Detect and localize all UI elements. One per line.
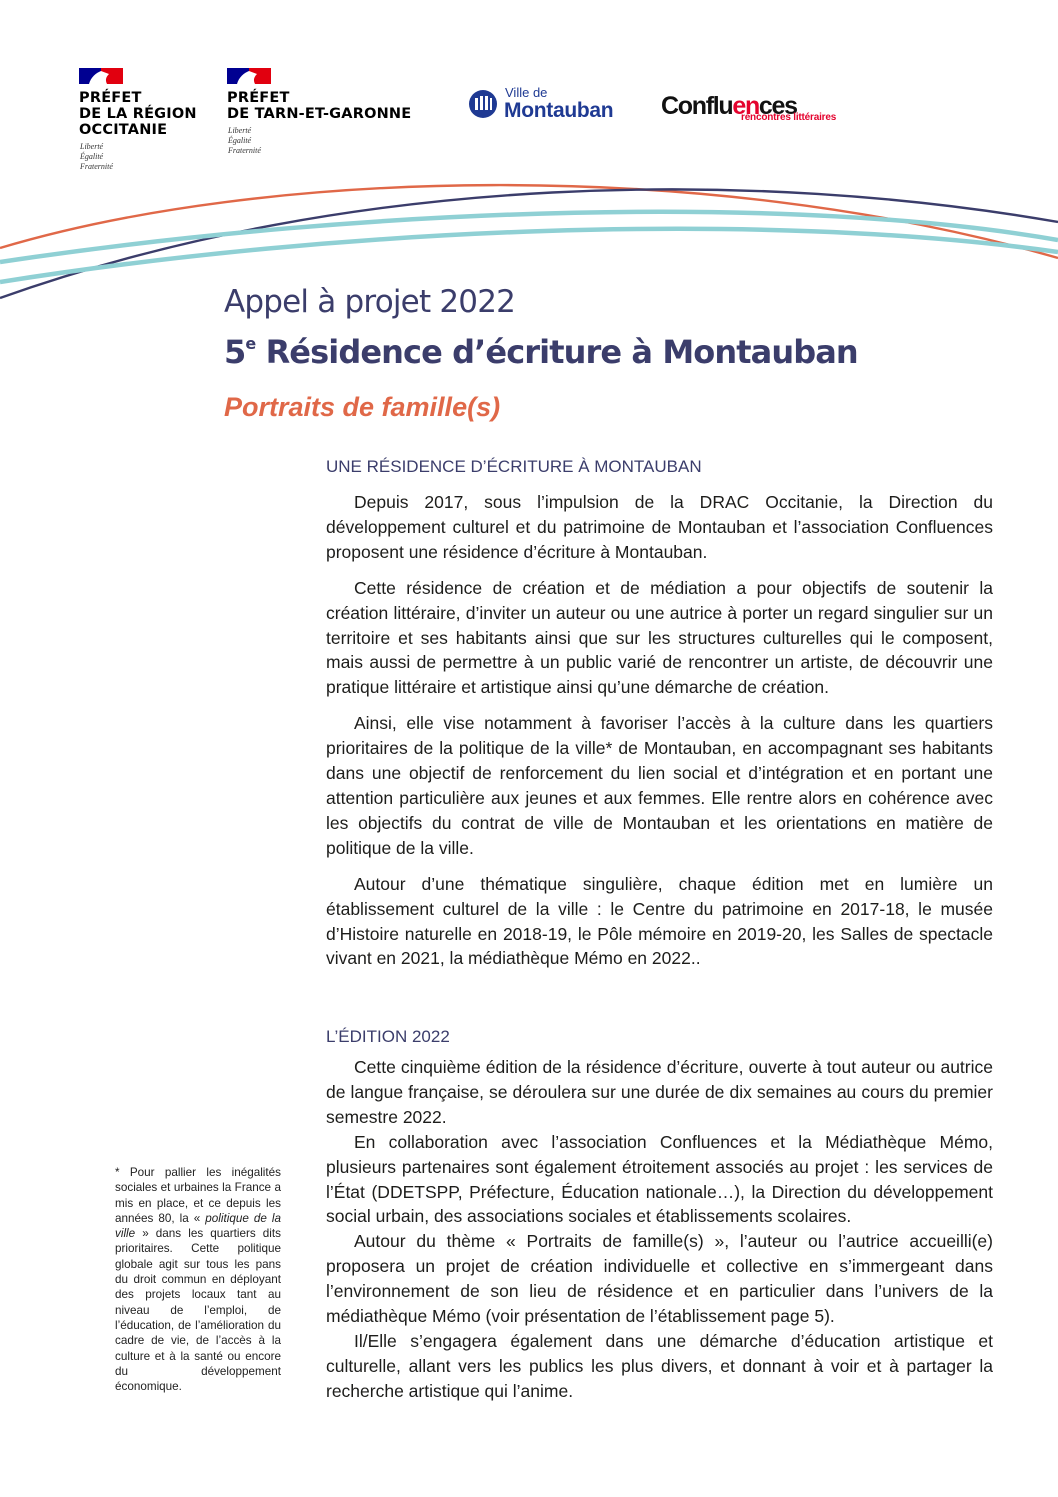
paragraph: Il/Elle s’engagera également dans une démarche d’éducation artistique et culturelle, allant vers les publics les plus divers, et donnant à voir et à partager la recherche artistique qui l’anime. — [326, 1330, 993, 1401]
devise-liberte: Liberté — [80, 142, 104, 151]
logo-confluences — [661, 92, 837, 123]
montauban-emblem-icon — [468, 88, 498, 120]
prefet-region-label: PRÉFET DE LA RÉGION OCCITANIE — [79, 90, 197, 138]
confluences-part1: Conflu — [661, 92, 733, 120]
paragraph: En collaboration avec l’association Confluences et la Médiathèque Mémo, plusieurs partenaires sont également étroitement associés au projet : les services de l’État (DDETSPP, Préfecture, Éducation nationale…), la Direction du développement social urbain, des associations sociales et établissements scolaires. — [326, 1131, 993, 1227]
devise — [228, 126, 411, 156]
devise-egalite: Égalité — [80, 152, 104, 161]
title-superscript: e — [245, 334, 256, 353]
confluences-subtitle: rencontres littéraires — [741, 112, 837, 123]
logo-prefet-tarn — [227, 68, 411, 156]
page-title-line2 — [224, 333, 858, 371]
wave-navy — [0, 189, 1058, 298]
devise — [80, 142, 197, 172]
paragraph: Autour d’une thématique singulière, chaque édition met en lumière un établissement culturel de la ville : le Centre du patrimoine en 2017-18, le musée d’Histoire naturelle en 2018-19, le Pôle mémoire en 2019-20, les Salles de spectacle vivant en 2021, la médiathèque Mémo en 2022.. — [326, 873, 993, 969]
paragraph: Cette cinquième édition de la résidence d’écriture, ouverte à tout auteur ou autrice de langue française, se déroulera sur une durée de dix semaines au cours du premier semestre 2022. — [326, 1057, 993, 1127]
marianne-flag-icon — [227, 68, 271, 84]
devise-egalite: Égalité — [228, 136, 252, 145]
paragraph: Ainsi, elle vise notamment à favoriser l’accès à la culture dans les quartiers prioritaires de la politique de la ville* de Montauban, en accompagnant ses habitants dans une objectif de renforcement du lien social et d’intégration et en portant une attention particulière aux jeunes et aux femmes. Elle rentre alors en cohérence avec les objectifs du contrat de ville de Montauban et les orientations en matière de politique de la ville. — [326, 713, 993, 858]
montauban-small-label: Ville de — [505, 85, 548, 100]
confluences-part2: en — [732, 92, 759, 120]
page-title-line1: Appel à projet 2022 — [224, 284, 516, 320]
logo-ville-montauban — [468, 86, 613, 122]
paragraph: Autour du thème « Portraits de famille(s) », l’auteur ou l’autrice accueilli(e) proposera un projet de création individuelle et collective en s’immergeant dans l’environnement de son lieu de résidence et en particulier dans l’univers de la médiathèque Mémo (voir présentation de l’établissement page 5). — [326, 1231, 993, 1327]
montauban-big-label: Montauban — [504, 99, 614, 122]
section-heading-edition: L’ÉDITION 2022 — [326, 1027, 450, 1046]
paragraph: Depuis 2017, sous l’impulsion de la DRAC Occitanie, la Direction du développement culturel et du patrimoine de Montauban et l’association Confluences proposent une résidence d’écriture à Montauban. — [326, 492, 993, 562]
logo-prefet-region — [79, 68, 197, 172]
section-body-residence — [326, 490, 993, 971]
devise-liberte: Liberté — [228, 126, 252, 135]
page-subtitle: Portraits de famille(s) — [224, 392, 501, 422]
section-heading-residence: UNE RÉSIDENCE D’ÉCRITURE À MONTAUBAN — [326, 457, 702, 476]
title-number: 5 — [224, 333, 246, 371]
paragraph: Cette résidence de création et de médiation a pour objectifs de soutenir la création littéraire, d’inviter un auteur ou une autrice à porter un regard singulier sur un territoire et ses habitants ainsi que sur les structures culturelles qui le composent, mais aussi de permettre à un public varié de rencontrer un artiste, de découvrir une pratique littéraire et artistique ainsi qu’une démarche de création. — [326, 577, 993, 698]
footnote — [115, 1165, 281, 1394]
title-rest: Résidence d’écriture à Montauban — [255, 333, 858, 371]
confluences-part3: ces — [758, 92, 797, 120]
prefet-tarn-label: PRÉFET DE TARN-ET-GARONNE — [227, 90, 412, 122]
devise-fraternite: Fraternité — [80, 162, 113, 171]
footnote-text-1: * Pour pallier les inégalités sociales et urbaines la France a mis en place, et ce depuis les années 80, la « — [115, 1166, 281, 1225]
marianne-flag-icon — [79, 68, 123, 84]
footnote-text-2: » dans les quartiers dits prioritaires. Cette politique globale agit sur tous les pans du droit commun en déployant des projets locaux tant au niveau de l’emploi, de l’éducation, de l’amélioration du cadre de vie, de l’accès à la culture et à la santé ou encore du développement économique. — [115, 1227, 281, 1394]
footnote-italic: politique de la ville — [115, 1211, 281, 1241]
wave-teal-2 — [0, 229, 1058, 282]
section-body-edition — [326, 1055, 993, 1404]
devise-fraternite: Fraternité — [228, 146, 261, 155]
